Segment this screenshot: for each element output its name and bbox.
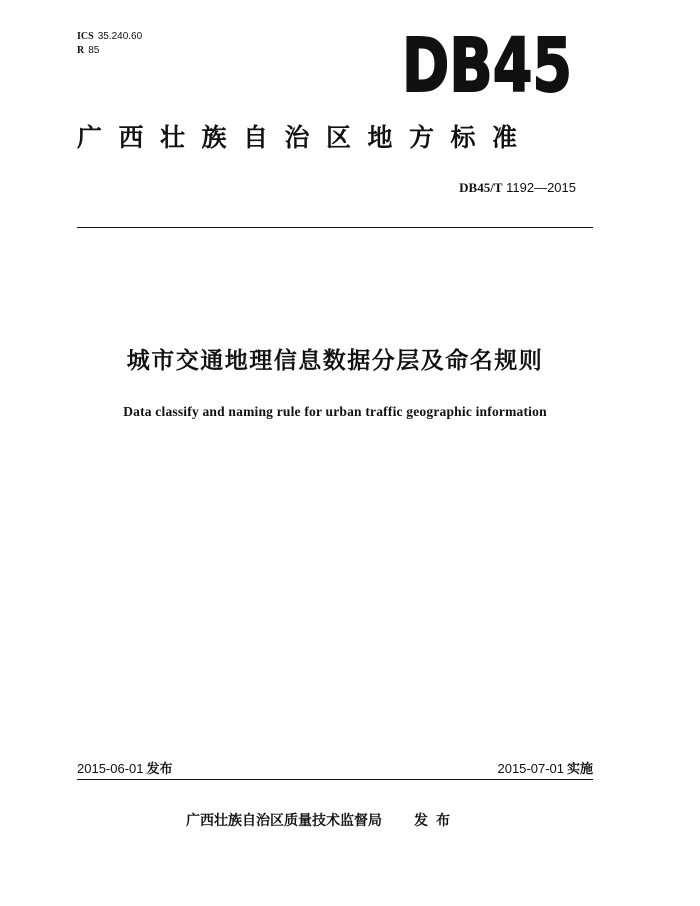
publisher-line: [186, 810, 458, 830]
standard-class-name: 广西壮族自治区地方标准: [77, 123, 534, 152]
implement-date-line: [497, 758, 593, 777]
standard-number-value: 1192—2015: [506, 180, 576, 195]
ccs-label: R: [77, 45, 85, 56]
db45-logo: [400, 23, 574, 109]
standard-number: [459, 180, 576, 196]
issue-word: 发布: [146, 762, 173, 777]
header-divider: [77, 227, 593, 228]
title-english: Data classify and naming rule for urban traffic geographic information: [123, 404, 547, 419]
standard-number-prefix: DB45/T: [459, 180, 503, 195]
ics-label: ICS: [77, 31, 94, 42]
classification-codes: [77, 30, 142, 58]
ccs-line: [77, 44, 142, 58]
publisher-verb: 发布: [414, 813, 458, 829]
publisher-name: 广西壮族自治区质量技术监督局: [186, 813, 382, 829]
title-chinese: 城市交通地理信息数据分层及命名规则: [126, 348, 544, 374]
issue-date-line: [77, 758, 173, 777]
ics-code: 35.240.60: [97, 31, 143, 42]
ccs-code: 85: [88, 45, 100, 56]
ics-line: [77, 30, 142, 44]
implement-date: 2015-07-01: [497, 761, 564, 776]
db45-logo-text: DB45: [402, 23, 572, 109]
implement-word: 实施: [566, 762, 593, 777]
footer-divider: [77, 779, 593, 780]
issue-date: 2015-06-01: [77, 761, 144, 776]
